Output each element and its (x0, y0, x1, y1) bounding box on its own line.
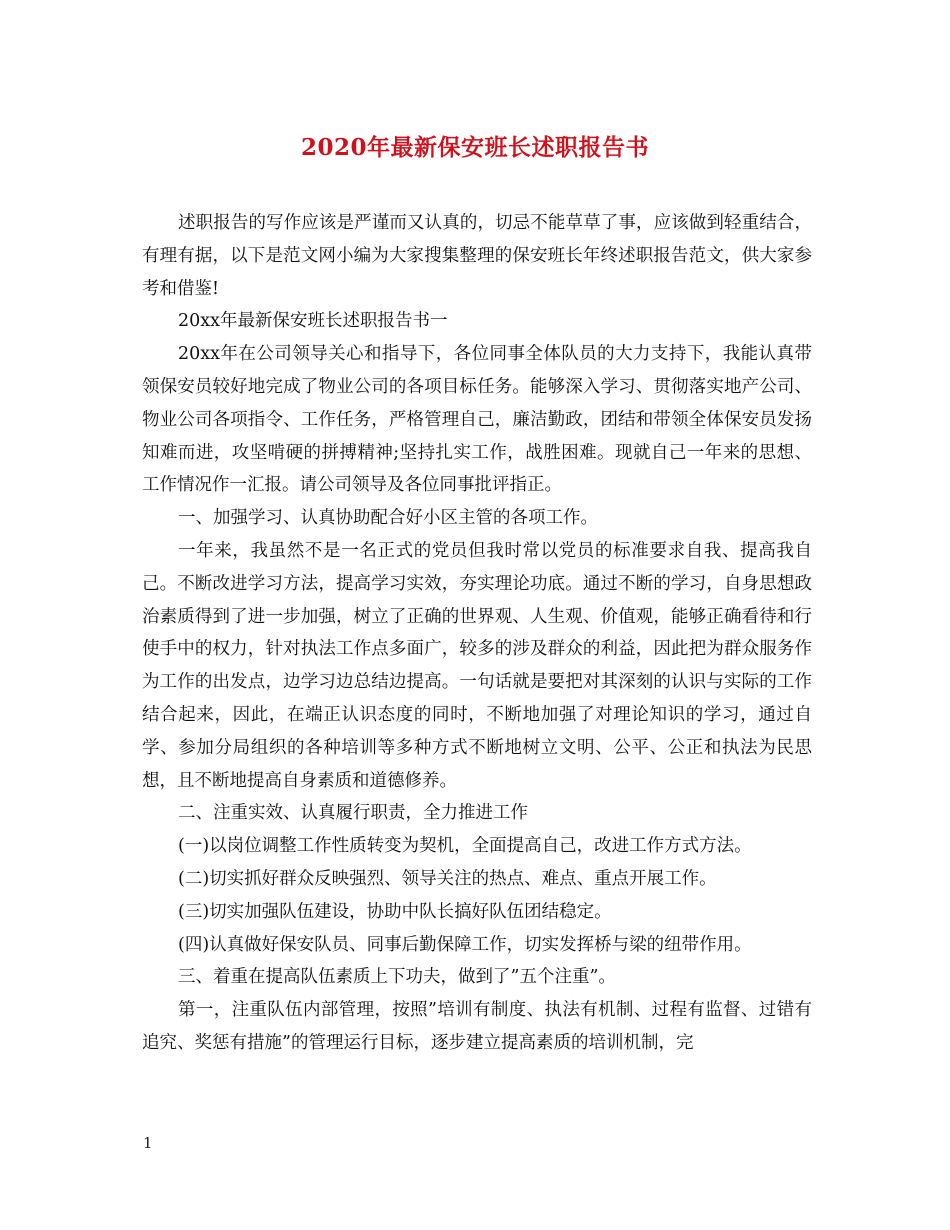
numbered-heading: 一、加强学习、认真协助配合好小区主管的各项工作。 (178, 508, 598, 529)
list-item: (二)切实抓好群众反映强烈、领导关注的热点、难点、重点开展工作。 (178, 868, 717, 889)
numbered-heading: 二、注重实效、认真履行职责，全力推进工作 (178, 803, 528, 824)
page-number: 1 (143, 1134, 153, 1152)
numbered-heading: 三、着重在提高队伍素质上下功夫，做到了”五个注重”。 (178, 967, 616, 988)
document-title: 2020年最新保安班长述职报告书 (300, 134, 649, 161)
list-item: (四)认真做好保安队员、同事后勤保障工作，切实发挥桥与梁的纽带作用。 (178, 934, 752, 955)
list-item: (三)切实加强队伍建设，协助中队长搞好队伍团结稳定。 (178, 901, 612, 922)
document-body (142, 207, 812, 1060)
body-paragraph: 20xx年在公司领导关心和指导下，各位同事全体队员的大力支持下，我能认真带领保安员较好地完成了物业公司的各项目标任务。能够深入学习、贯彻落实地产公司、物业公司各项指令、工作任务，严格管理自己，廉洁勤政，团结和带领全体保安员发扬知难而进，攻坚啃硬的拼搏精神;坚持扎实工作，战胜困难。现就自己一年来的思想、工作情况作一汇报。请公司领导及各位同事批评指正。 (142, 344, 812, 496)
body-paragraph: 第一，注重队伍内部管理，按照”培训有制度、执法有机制、过程有监督、过错有追究、奖惩有措施”的管理运行目标，逐步建立提高素质的培训机制，完 (142, 1000, 812, 1053)
section-heading: 20xx年最新保安班长述职报告书一 (178, 311, 448, 332)
body-paragraph: 一年来，我虽然不是一名正式的党员但我时常以党员的标准要求自我、提高我自己。不断改进学习方法，提高学习实效，夯实理论功底。通过不断的学习，自身思想政治素质得到了进一步加强，树立了正确的世界观、人生观、价值观，能够正确看待和行使手中的权力，针对执法工作点多面广，较多的涉及群众的利益，因此把为群众服务作为工作的出发点，边学习边总结边提高。一句话就是要把对其深刻的认识与实际的工作结合起来，因此，在端正认识态度的同时，不断地加强了对理论知识的学习，通过自学、参加分局组织的各种培训等多种方式不断地树立文明、公平、公正和执法为民思想，且不断地提高自身素质和道德修养。 (142, 540, 812, 791)
intro-paragraph: 述职报告的写作应该是严谨而又认真的，切忌不能草草了事，应该做到轻重结合，有理有据，以下是范文网小编为大家搜集整理的保安班长年终述职报告范文，供大家参考和借鉴! (142, 213, 812, 299)
list-item: (一)以岗位调整工作性质转变为契机，全面提高自己，改进工作方式方法。 (178, 836, 752, 857)
